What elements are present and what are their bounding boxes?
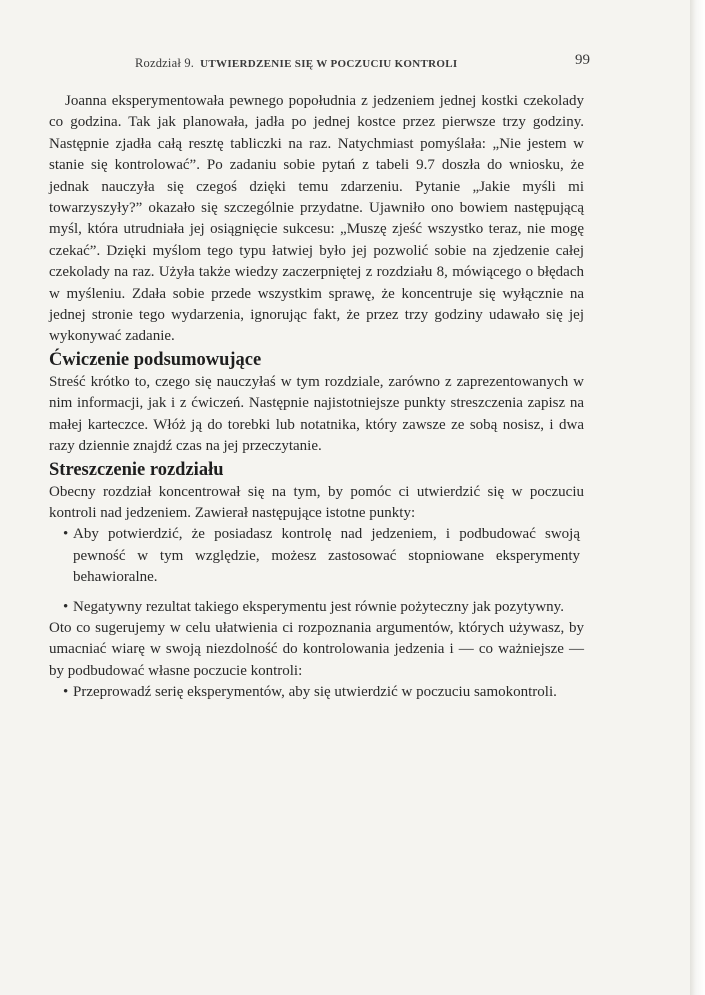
list-item bbox=[49, 682, 584, 703]
intro-paragraph: Joanna eksperymentowała pewnego popołudnia z jedzeniem jednej kostki czekolady co godzina. Tak jak planowała, jadła po jednej kostce przez pierwsze trzy godziny. Następnie zjadła całą resztę tabliczki na raz. Natychmiast pomyślała: „Nie jestem w stanie się kontrolować”. Po zadaniu sobie pytań z tabeli 9.7 doszła do wniosku, że jednak nauczyła się czegoś dzięki temu zdarzeniu. Pytanie „Jakie myśli mi towarzyszyły?” okazało się szczególnie przydatne. Ujawniło ono bowiem następującą myśl, która utrudniała jej osiągnięcie sukcesu: „Muszę zjeść wszystko teraz, nie mogę czekać”. Dzięki myślom tego typu łatwiej było jej pozwolić sobie na zjedzenie całej czekolady na raz. Użyła także wiedzy zaczerpniętej z rozdziału 8, mówiącego o błędach w myśleniu. Zdała sobie przede wszystkim sprawę, że koncentruje się wyłącznie na jednej stronie tego wydarzenia, ignorując fakt, że przez trzy godziny udawało się jej wykonywać zadanie. bbox=[49, 93, 584, 345]
list-item bbox=[49, 597, 584, 618]
suggestions-paragraph: Oto co sugerujemy w celu ułatwienia ci rozpoznania argumentów, których używasz, by umacniać wiarę w swoją niezdolność do kontrolowania jedzenia i — co ważniejsze — by podbudować własne poczucie kontroli: bbox=[49, 619, 584, 679]
list-item bbox=[49, 524, 584, 588]
summary-heading: Streszczenie rozdziału bbox=[49, 459, 224, 480]
list-item-text: Przeprowadź serię eksperymentów, aby się utwierdzić w poczuciu samokontroli. bbox=[73, 684, 557, 701]
suggestions-bullet-list bbox=[49, 682, 584, 703]
page-edge-shadow bbox=[690, 0, 705, 995]
list-item-text: Negatywny rezultat takiego eksperymentu jest równie pożyteczny jak pozytywny. bbox=[73, 598, 564, 615]
exercise-heading: Ćwiczenie podsumowujące bbox=[49, 349, 262, 370]
list-item-text: Aby potwierdzić, że posiadasz kontrolę nad jedzeniem, i podbudować swoją pewność w tym względzie, możesz zastosować stopniowane eksperymenty behawioralne. bbox=[73, 526, 580, 586]
header-chapter: Rozdział 9. bbox=[135, 56, 195, 70]
bullet-icon: • bbox=[63, 526, 69, 543]
running-header bbox=[135, 54, 590, 74]
summary-paragraph: Obecny rozdział koncentrował się na tym, by pomóc ci utwierdzić się w poczuciu kontroli nad jedzeniem. Zawierał następujące istotne punkty: bbox=[49, 483, 584, 521]
page-number: 99 bbox=[575, 52, 590, 68]
header-chapter-title: UTWIERDZENIE SIĘ W POCZUCIU KONTROLI bbox=[200, 58, 458, 70]
page-body bbox=[49, 91, 584, 704]
summary-bullet-list bbox=[49, 524, 584, 618]
bullet-icon: • bbox=[63, 684, 69, 701]
bullet-icon: • bbox=[63, 598, 69, 615]
exercise-paragraph: Streść krótko to, czego się nauczyłaś w tym rozdziale, zarówno z zaprezentowanych w nim informacji, jak i z ćwiczeń. Następnie najistotniejsze punkty streszczenia zapisz na małej karteczce. Włóż ją do torebki lub notatnika, który zawsze ze sobą nosisz, i dwa razy dziennie znajdź czas na jej przeczytanie. bbox=[49, 373, 584, 455]
